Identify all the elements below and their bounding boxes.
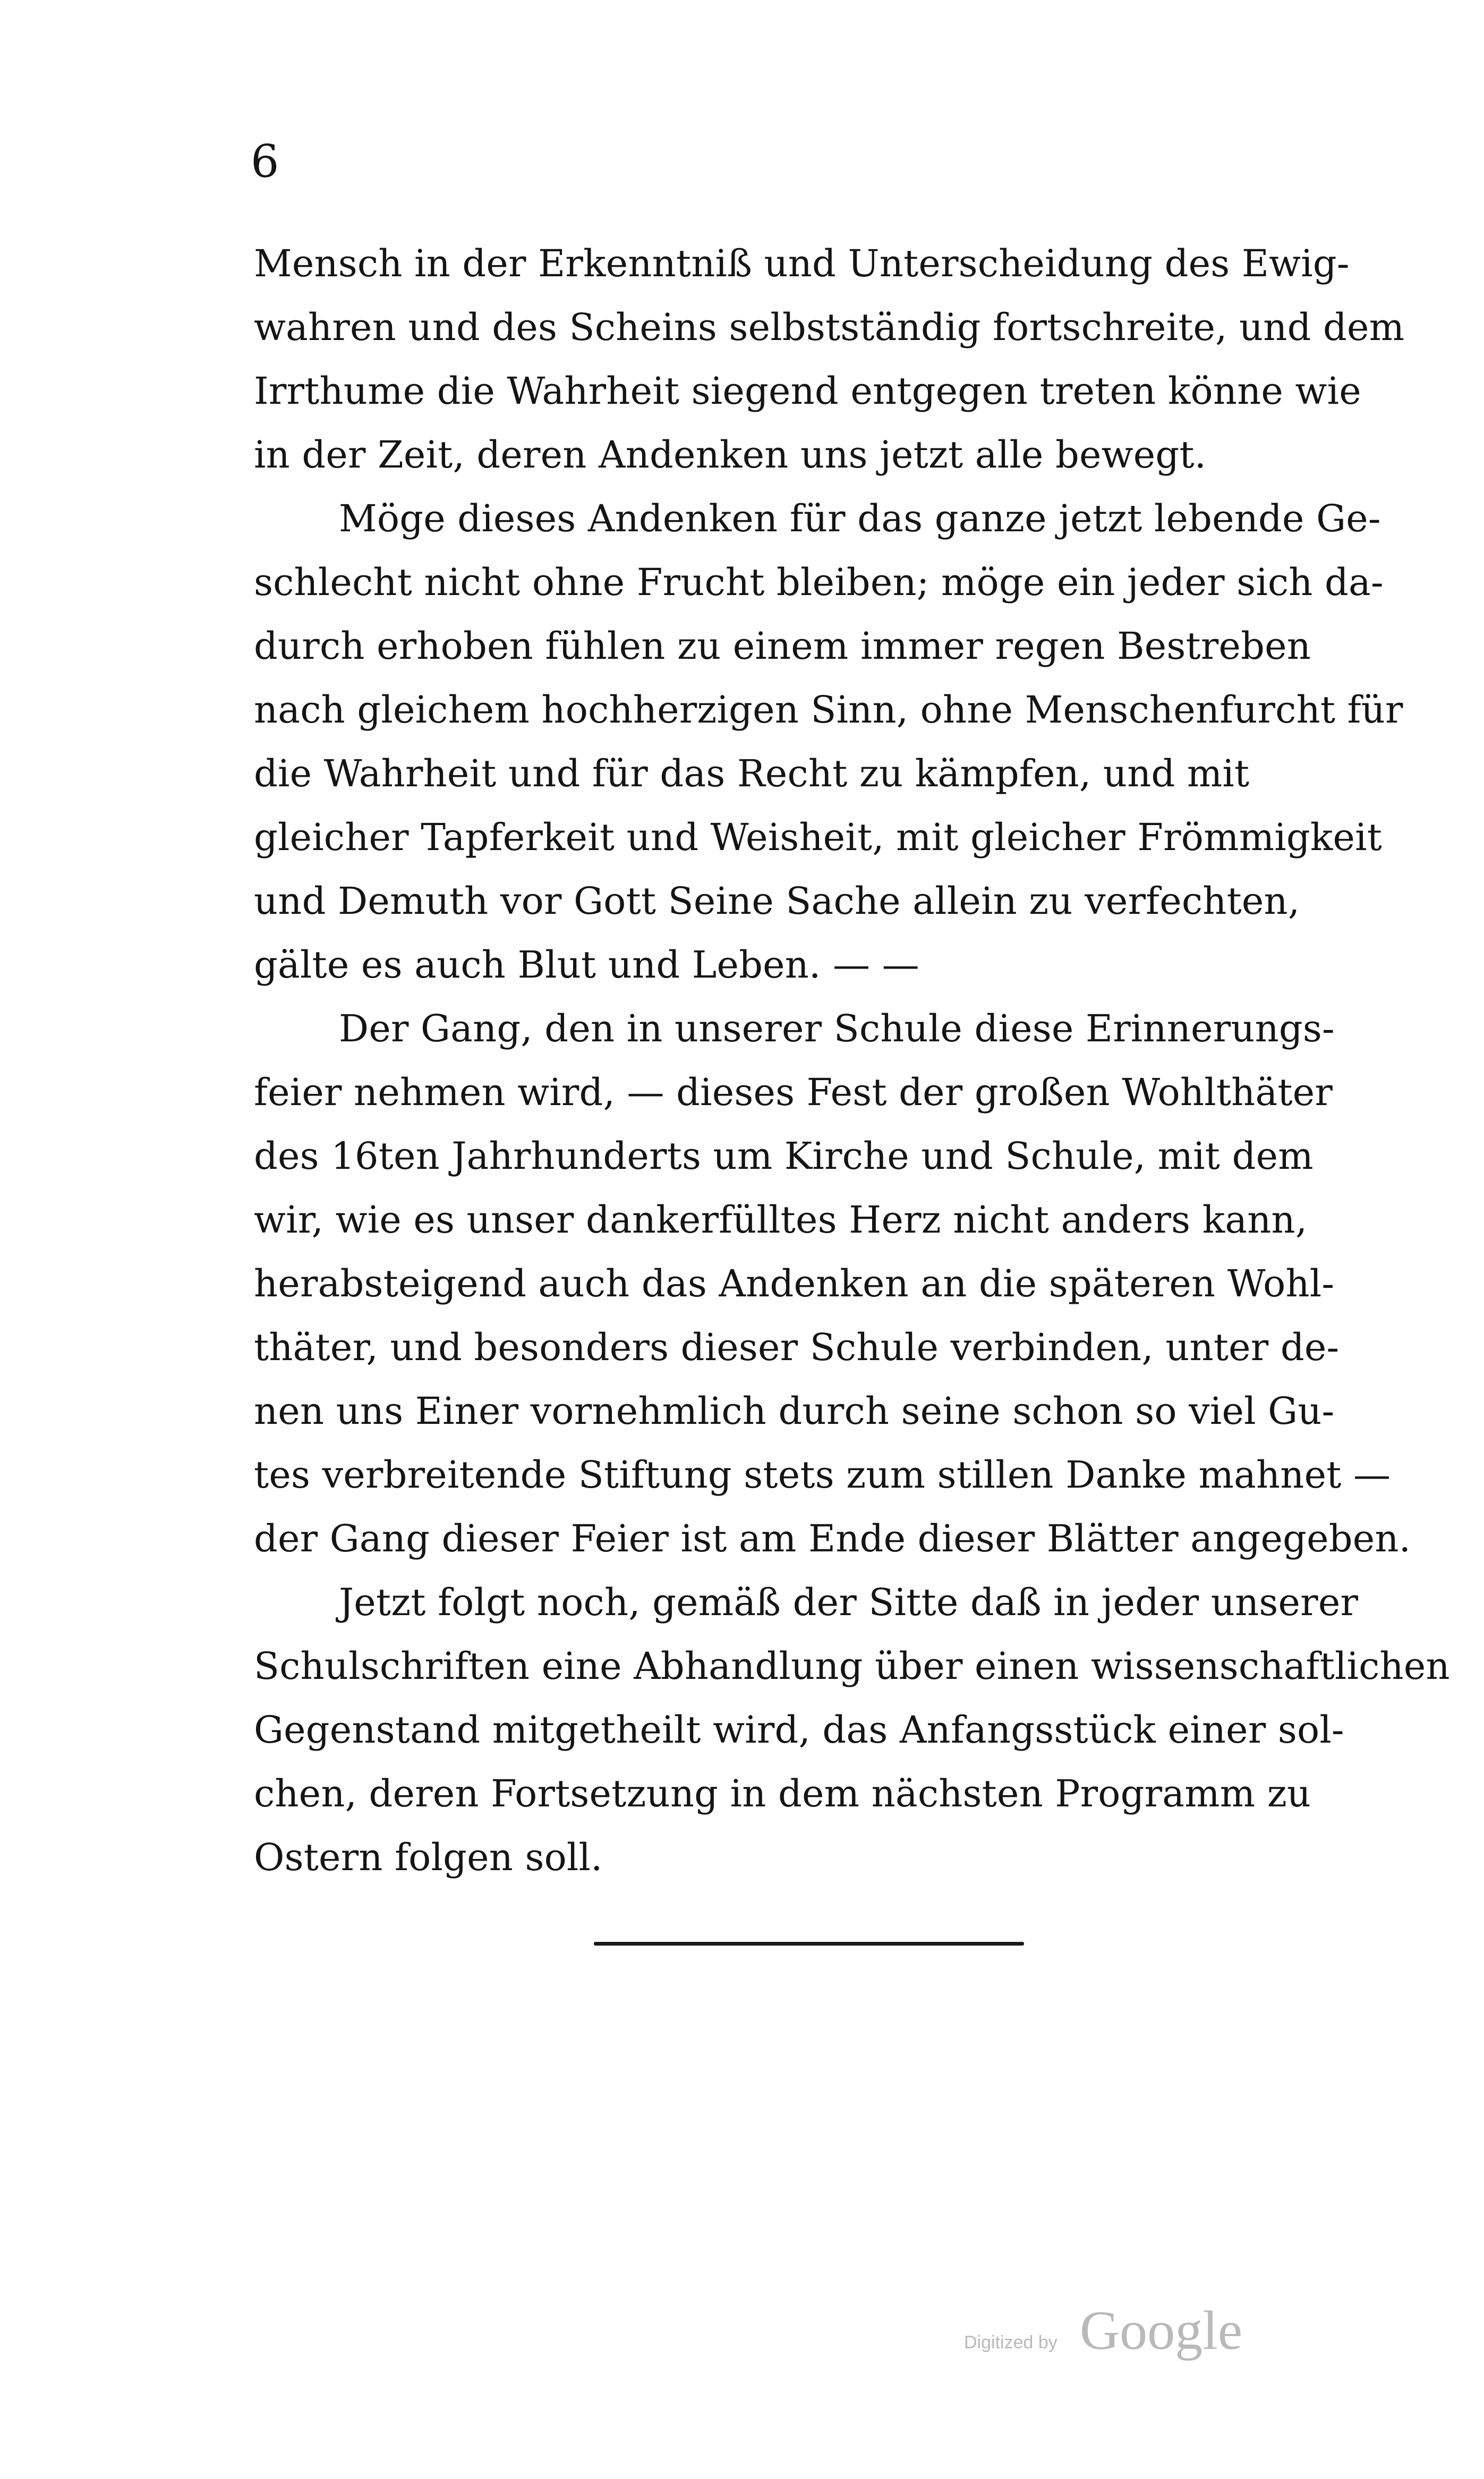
text-line: des 16ten Jahrhunderts um Kirche und Schule, mit dem	[254, 1134, 1314, 1178]
text-line: gälte es auch Blut und Leben. — —	[254, 943, 919, 987]
text-line: Irrthume die Wahrheit siegend entgegen treten könne wie	[254, 369, 1361, 413]
text-line: herabsteigend auch das Andenken an die späteren Wohl-	[254, 1262, 1335, 1305]
text-line: nen uns Einer vornehmlich durch seine schon so viel Gu-	[254, 1389, 1335, 1433]
text-line: chen, deren Fortsetzung in dem nächsten Programm zu	[254, 1772, 1311, 1815]
end-separator-rule	[594, 1942, 1024, 1946]
text-line: nach gleichem hochherzigen Sinn, ohne Menschenfurcht für	[254, 688, 1403, 732]
text-line: wahren und des Scheins selbstständig fortschreite, und dem	[254, 305, 1405, 349]
text-line: Mensch in der Erkenntniß und Unterscheidung des Ewig-	[254, 242, 1350, 285]
text-line: thäter, und besonders dieser Schule verbinden, unter de-	[254, 1326, 1340, 1369]
text-line: feier nehmen wird, — dieses Fest der großen Wohlthäter	[254, 1071, 1333, 1114]
text-line: schlecht nicht ohne Frucht bleiben; möge ein jeder sich da-	[254, 561, 1384, 604]
watermark-brand-text: Google	[1080, 2300, 1243, 2361]
text-line: und Demuth vor Gott Seine Sache allein zu verfechten,	[254, 879, 1300, 923]
paragraph-first-line: Jetzt folgt noch, gemäß der Sitte daß in jeder unserer	[339, 1581, 1359, 1624]
text-line: gleicher Tapferkeit und Weisheit, mit gleicher Frömmigkeit	[254, 816, 1383, 859]
digitized-watermark	[964, 2300, 1261, 2362]
text-line: in der Zeit, deren Andenken uns jetzt alle bewegt.	[254, 433, 1207, 477]
text-line: durch erhoben fühlen zu einem immer regen Bestreben	[254, 624, 1311, 668]
body-text	[254, 232, 1450, 1889]
text-line: die Wahrheit und für das Recht zu kämpfen, und mit	[254, 752, 1250, 795]
text-line: Schulschriften eine Abhandlung über einen wissenschaftlichen	[254, 1644, 1450, 1688]
text-line: tes verbreitende Stiftung stets zum stillen Danke mahnet —	[254, 1453, 1391, 1497]
page-number: 6	[251, 135, 279, 188]
text-line: der Gang dieser Feier ist am Ende dieser Blätter angegeben.	[254, 1517, 1411, 1560]
paragraph-first-line: Der Gang, den in unserer Schule diese Erinnerungs-	[339, 1007, 1335, 1050]
paragraph-first-line: Möge dieses Andenken für das ganze jetzt lebende Ge-	[339, 497, 1381, 540]
text-line: Ostern folgen soll.	[254, 1836, 603, 1879]
watermark-digitized-text: Digitized by	[964, 2332, 1057, 2353]
text-line: Gegenstand mitgetheilt wird, das Anfangsstück einer sol-	[254, 1708, 1344, 1752]
text-line: wir, wie es unser dankerfülltes Herz nicht anders kann,	[254, 1198, 1308, 1242]
